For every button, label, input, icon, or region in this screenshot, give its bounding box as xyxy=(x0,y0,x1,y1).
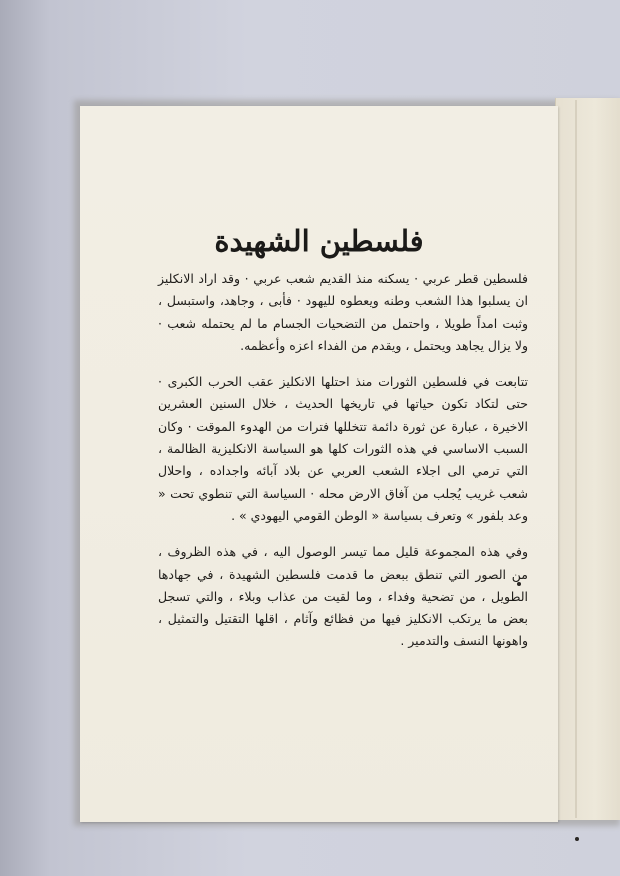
document-body xyxy=(158,268,528,653)
adjacent-page xyxy=(555,98,620,820)
margin-dot xyxy=(517,582,521,586)
page-title: فلسطين الشهيدة xyxy=(214,224,424,258)
margin-dot xyxy=(575,837,579,841)
paragraph-3: وفي هذه المجموعة قليل مما تيسر الوصول اليه ، في هذه الظروف ، من الصور التي تنطق ببعض ما قدمت فلسطين الشهيدة ، في جهادها الطويل ، من تضحية وفداء ، وما لقيت من عذاب وبلاء ، والتي تسجل بعض ما يرتكب الانكليز فيها من فظائع وآثام ، اقلها التقتيل والتمثيل ، واهونها النسف والتدمير . xyxy=(158,544,528,649)
paragraph-1: فلسطين قطر عربي · يسكنه منذ القديم شعب عربي · وقد اراد الانكليز ان يسلبوا هذا الشعب وطنه ويعطوه لليهود · فأبى ، وجاهد، واستبسل ، وثبت امداً طويلا ، واحتمل من التضحيات الجسام ما لم يحتمله شعب · ولا يزال يجاهد ويحتمل ، ويقدم من الفداء اعزه وأعظمه. xyxy=(158,271,528,353)
page-fold-line xyxy=(575,100,577,818)
paragraph-2: تتابعت في فلسطين الثورات منذ احتلها الانكليز عقب الحرب الكبرى · حتى لتكاد تكون حياتها في تاريخها الحديث ، خلال السنين العشرين الاخيرة ، عبارة عن ثورة دائمة تتخللها فترات من الهدوء الموقت · وكان السبب الاساسي في هذه الثورات كلها هو السياسة الانكليزية الظالمة ، التي ترمي الى اجلاء الشعب العربي عن بلاد آبائه واجداده ، واحلال شعب غريب يُجلب من آفاق الارض محله · السياسة التي تنطوي تحت « وعد بلفور » وتعرف بسياسة « الوطن القومي اليهودي » . xyxy=(158,374,528,523)
document-page xyxy=(80,106,558,822)
